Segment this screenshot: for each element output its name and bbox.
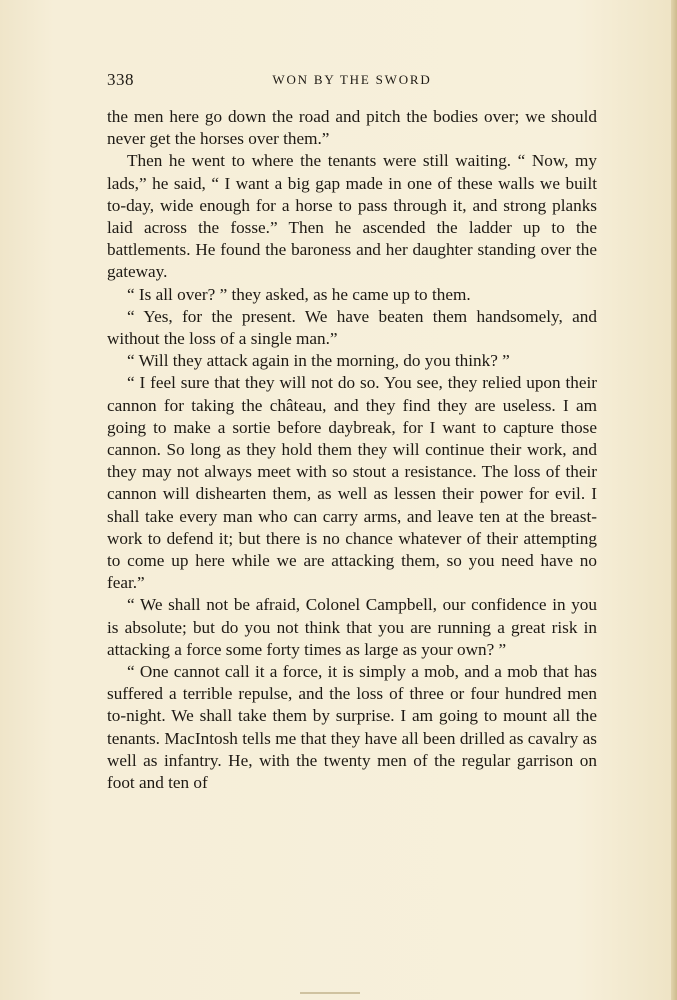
paragraph: Then he went to where the tenants were still waiting. “ Now, my lads,” he said, “ I want a big gap made in one of these walls we built to-day, wide enough for a horse to pass through it, and strong planks laid across the fosse.” Then he ascended the ladder up to the battlements. He found the baroness and her daughter standing over the gateway. bbox=[107, 151, 597, 282]
paragraph: “ Will they attack again in the morning, do you think? ” bbox=[127, 351, 510, 371]
page-number: 338 bbox=[107, 70, 134, 89]
paragraph: “ Is all over? ” they asked, as he came up to them. bbox=[127, 284, 471, 304]
paragraph: “ One cannot call it a force, it is simply a mob, and a mob that has suffered a terrible repulse, and the loss of three or four hundred men to-night. We shall take them by surprise. I am going to mount all the tenants. MacIntosh tells me that they have all been drilled as cavalry as well as infantry. He, with the twenty men of the regular garrison on foot and ten of bbox=[107, 662, 597, 793]
paragraph: “ Yes, for the present. We have beaten them handsomely, and without the loss of a single man.” bbox=[107, 306, 597, 349]
body-text bbox=[107, 106, 597, 794]
paragraph: “ I feel sure that they will not do so. You see, they relied upon their cannon for taking the château, and they find they are useless. I am going to make a sortie before daybreak, for I want to capture those cannon. So long as they hold them they will continue their work, and they may not always meet with so stout a resistance. The loss of their cannon will dishearten them, as well as lessen their power for evil. I shall take every man who can carry arms, and leave ten at the breastwork to defend it; but there is no chance whatever of their attempting to come up here while we are attacking them, so you need have no fear.” bbox=[107, 373, 597, 593]
page-header bbox=[107, 70, 597, 94]
page-edge bbox=[671, 0, 677, 1000]
paragraph: “ We shall not be afraid, Colonel Campbell, our confidence in you is absolute; but do you not think that you are running a great risk in attacking a force some forty times as large as your own? ” bbox=[107, 595, 597, 659]
running-head: WON BY THE SWORD bbox=[272, 72, 432, 87]
paragraph: the men here go down the road and pitch the bodies over; we should never get the horses over them.” bbox=[107, 107, 597, 149]
page-bottom-mark bbox=[300, 992, 360, 994]
